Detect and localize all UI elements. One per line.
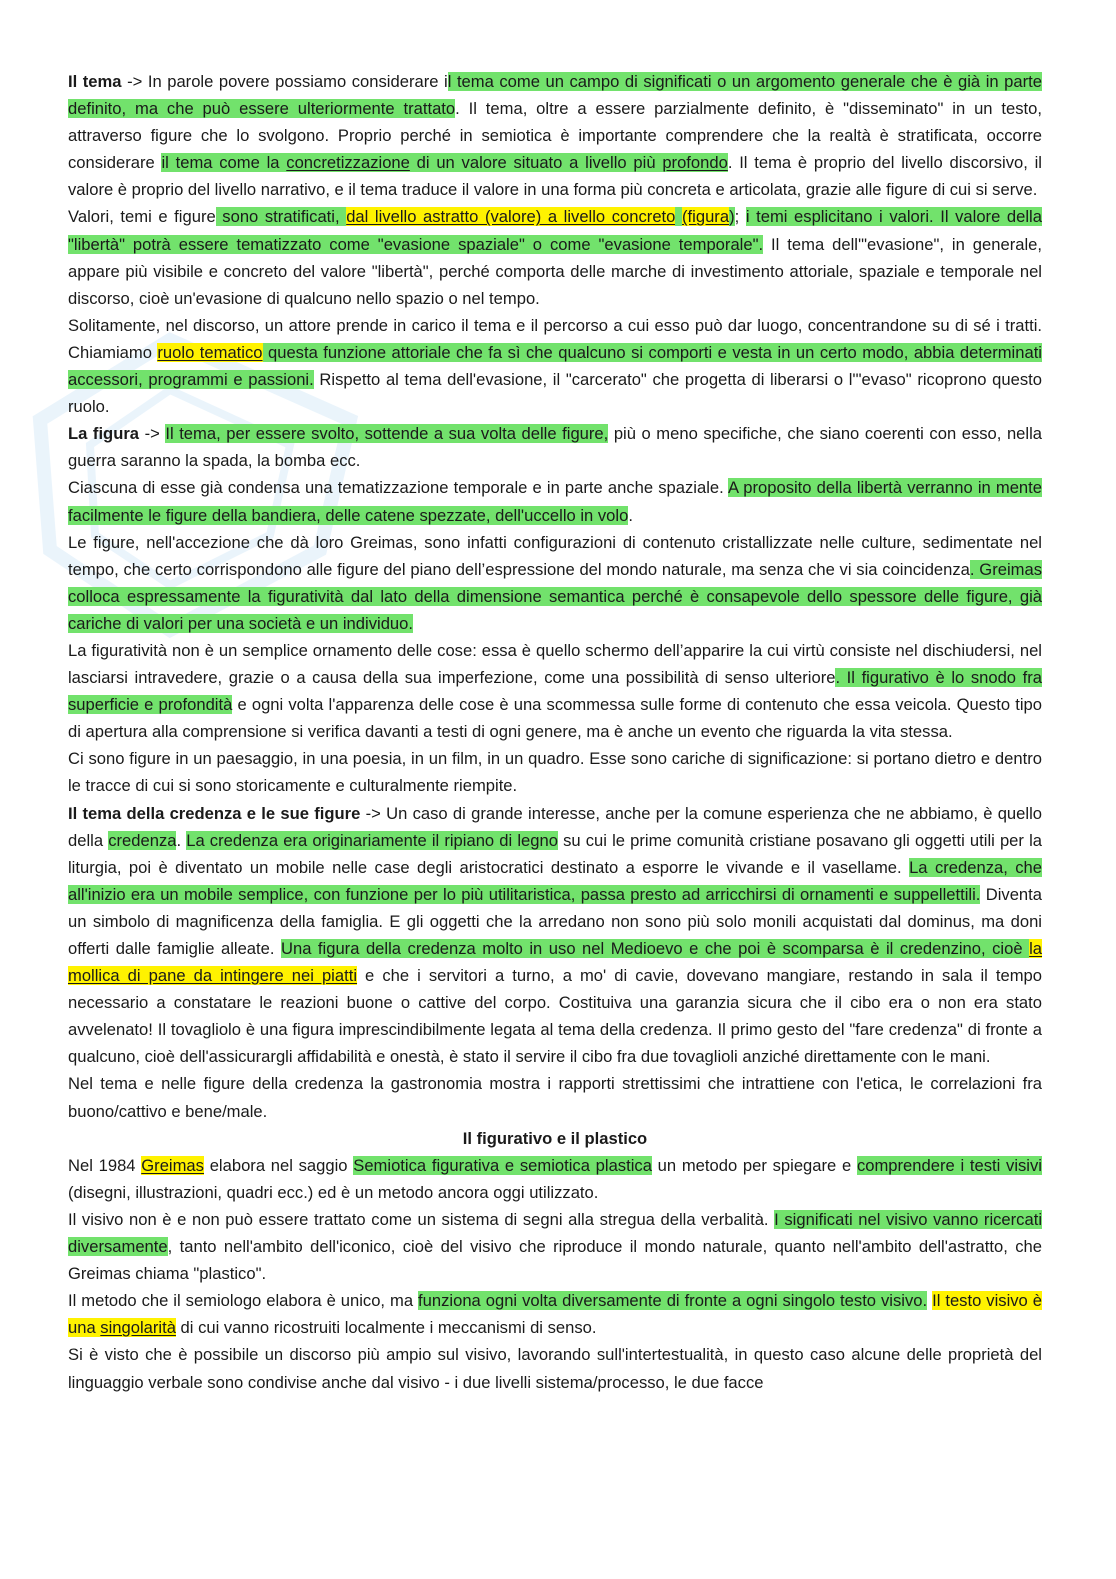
- highlight-green-segment: La credenza era originariamente il ripiano di legno: [186, 830, 558, 850]
- bold-label: Il tema della credenza e le sue figure: [68, 803, 361, 823]
- text-segment: La figuratività non è un semplice ornamento delle cose: essa è quello schermo dell’apparire la cui virtù consiste nel dischiudersi, nel lasciarsi intravedere, grazie o a causa della sua imperfezione, come una possibilità di senso ulteriore: [68, 640, 1042, 688]
- paragraph: [68, 1206, 1042, 1287]
- paragraph: [68, 1287, 1042, 1341]
- text-segment: Le figure, nell'accezione che dà loro Greimas, sono infatti configurazioni di contenuto cristallizzate nelle culture, sedimentate nel tempo, che certo corrispondono alle figure del piano dell’espressione del mondo naturale, ma senza che vi sia coincidenza: [68, 532, 1042, 579]
- text-segment: Il visivo non è e non può essere trattato come un sistema di segni alla stregua della verbalità.: [68, 1209, 775, 1229]
- paragraph: [68, 68, 1042, 203]
- highlight-green-segment: La credenza, che all'inizio era un mobile semplice, con funzione per lo più utilitaristica, passa presto ad arricchirsi di ornamenti e suppellettili.: [68, 857, 1043, 904]
- text-segment: e ogni volta l'apparenza delle cose è una scommessa sulle forme di contenuto che essa veicola. Questo tipo di apertura alla comprensione si verifica davanti a testi di ogni genere, ma è anche un evento che riguarda la vita stessa.: [68, 695, 1042, 742]
- text-segment: su cui le prime comunità cristiane posavano gli oggetti utili per la liturgia, poi è diventato un mobile nelle case degli aristocratici destinato a esporre le vivande e il vasellame.: [68, 830, 1042, 877]
- text-segment: Il metodo che il semiologo elabora è unico, ma: [68, 1291, 419, 1311]
- text-segment: .: [176, 830, 187, 850]
- highlight-green-segment: credenza: [108, 830, 177, 850]
- text-segment: , tanto nell'ambito dell'iconico, cioè del visivo che riproduce il mondo naturale, quanto nell'ambito dell'astratto, che Greimas chiama "plastico".: [68, 1237, 1042, 1284]
- text-segment: di cui vanno ricostruiti localmente i meccanismi di senso.: [175, 1318, 597, 1338]
- bold-label: Il figurativo e il plastico: [462, 1128, 648, 1148]
- highlight-green-segment: A proposito della libertà verranno in mente facilmente le figure della bandiera, delle catene spezzate, dell'uccello in volo: [68, 478, 1042, 525]
- highlight-yellow-segment: Il testo visivo è una: [68, 1291, 1042, 1338]
- paragraph: [68, 529, 1042, 637]
- paragraph: [68, 1152, 1042, 1206]
- text-segment: . Il tema è proprio del livello discorsivo, il valore è proprio del livello narrativo, e il tema traduce il valore in una forma più concreta e articolata, grazie alle figure di cui si serve.: [68, 153, 1042, 200]
- text-segment: . Il tema, oltre a essere parzialmente definito, è "disseminato" in un testo, attraverso figure che lo svolgono. Proprio perché in semiotica è importante comprendere che la realtà è stratificata, occorre considerare: [68, 99, 1042, 173]
- highlight-green-segment: Il tema, per essere svolto, sottende a sua volta delle figure,: [165, 424, 609, 444]
- section-heading: [68, 1125, 1042, 1152]
- highlight-yellow-segment: Greimas: [141, 1155, 204, 1175]
- highlight-green-segment: di un valore situato a livello più: [409, 153, 663, 173]
- paragraph: [68, 1070, 1042, 1124]
- highlight-green-segment: l tema come un campo di significati o un argomento generale che è già in parte definito, ma che può essere ulteriormente trattato: [68, 72, 1042, 119]
- text-segment: elabora nel saggio: [203, 1155, 354, 1175]
- text-segment: un metodo per spiegare e: [651, 1155, 857, 1175]
- text-segment: Valori, temi e figure: [68, 207, 216, 227]
- highlight-green-segment: funziona ogni volta diversamente di fronte a ogni singolo testo visivo.: [418, 1291, 928, 1311]
- text-segment: e che i servitori a turno, a mo' di cavie, dovevano mangiare, restando in sala il tempo necessario a constatare le reazioni buone o cattive del corpo. Costituiva una garanzia sicura che il cibo era o non era stato avvelenato! Il tovagliolo è una figura imprescindibilmente legata al tema della credenza. Il primo gesto del "fare credenza" di fronte a qualcuno, cioè dell'assicurargli affidabilità e onestà, è stato il servire il cibo fra due tovaglioli anziché direttamente con le mani.: [68, 966, 1042, 1067]
- highlight-green-segment: . Il figurativo è lo snodo fra superficie e profondità: [68, 668, 1042, 715]
- highlight-green-segment: I significati nel visivo vanno ricercati diversamente: [68, 1209, 1043, 1257]
- text-segment: ;: [734, 207, 746, 227]
- paragraph: [68, 420, 1042, 474]
- highlight-yellow-segment: ruolo tematico: [157, 342, 263, 362]
- highlight-green-segment: comprendere i testi visivi: [856, 1155, 1042, 1175]
- highlight-green-segment: il tema come la: [161, 153, 287, 173]
- text-segment: -> In parole povere possiamo considerare i: [121, 72, 448, 91]
- highlight-green-segment: concretizzazione: [286, 153, 410, 173]
- highlight-yellow-segment: (figura: [682, 207, 730, 227]
- text-segment: Rispetto al tema dell'evasione, il "carcerato" che progetta di liberarsi o l'"evaso" ricoprono questo ruolo.: [68, 370, 1042, 417]
- highlight-green-segment: profondo: [662, 153, 728, 173]
- text-segment: Nel 1984: [68, 1155, 142, 1175]
- paragraph: [68, 203, 1042, 311]
- highlight-yellow-segment: singolarità: [100, 1318, 176, 1338]
- text-segment: (disegni, illustrazioni, quadri ecc.) ed è un metodo ancora oggi utilizzato.: [68, 1182, 599, 1202]
- highlight-green-segment: sono stratificati,: [215, 207, 347, 227]
- text-segment: Ciascuna di esse già condensa una tematizzazione temporale e in parte anche spaziale.: [68, 478, 728, 498]
- text-segment: .: [628, 505, 633, 525]
- highlight-yellow-segment: la mollica di pane da intingere nei piatti: [68, 939, 1043, 986]
- text-segment: Il tema dell'"evasione", in generale, appare più visibile e concreto del valore "libertà", perché comporta delle marche di investimento attoriale, spaziale e temporale nel discorso, cioè un'evasione di qualcuno nello spazio o nel tempo.: [68, 234, 1042, 308]
- highlight-yellow-segment: dal livello astratto (valore) a livello concreto: [346, 207, 676, 227]
- highlight-green-segment: ): [729, 207, 735, 227]
- text-segment: Diventa un simbolo di magnificenza della famiglia. E gli oggetti che la arredano non sono più solo monili acquistati dal dominus, ma doni offerti dalle famiglie alleate.: [68, 884, 1043, 958]
- highlight-green-segment: questa funzione attoriale che fa sì che qualcuno si comporti e vesta in un certo modo, abbia determinati accessori, programmi e passioni.: [68, 342, 1042, 390]
- text-segment: Solitamente, nel discorso, un attore prende in carico il tema e il percorso a cui esso può dar luogo, concentrandone su di sé i tratti. Chiamiamo: [68, 315, 1042, 362]
- paragraph: [68, 637, 1042, 745]
- highlight-green-segment: i temi esplicitano i valori. Il valore della "libertà" potrà essere tematizzato come "evasione spaziale" o come "evasione temporale".: [68, 207, 1042, 254]
- highlight-green-segment: . Greimas colloca espressamente la figuratività dal lato della dimensione semantica perché è consapevole dello spessore delle figure, già cariche di valori per una società e un individuo.: [68, 559, 1042, 633]
- paragraph: [68, 1341, 1042, 1395]
- text-segment: Si è visto che è possibile un discorso più ampio sul visivo, lavorando sull'intertestualità, in questo caso alcune delle proprietà del linguaggio verbale sono condivise anche dal visivo - i due livelli sistema/processo, le due facce: [68, 1345, 1042, 1392]
- paragraph: [68, 474, 1042, 528]
- bold-label: Il tema: [68, 72, 122, 91]
- highlight-green-segment: Una figura della credenza molto in uso nel Medioevo e che poi è scomparsa è il credenzino, cioè: [280, 939, 1030, 958]
- paragraph: [68, 800, 1042, 1071]
- highlight-green-segment: Semiotica figurativa e semiotica plastica: [353, 1155, 652, 1175]
- text-segment: Ci sono figure in un paesaggio, in una poesia, in un film, in un quadro. Esse sono cariche di significazione: si portano dietro e dentro le tracce di cui si sono storicamente e culturalmente riempite.: [68, 749, 1042, 796]
- text-segment: Nel tema e nelle figure della credenza la gastronomia mostra i rapporti strettissimi che intrattiene con l'etica, le correlazioni fra buono/cattivo e bene/male.: [68, 1074, 1042, 1121]
- text-segment: più o meno specifiche, che siano coerenti con esso, nella guerra saranno la spada, la bomba ecc.: [68, 424, 1042, 471]
- text-segment: ->: [139, 424, 166, 444]
- document-body: [68, 68, 1042, 1396]
- text-segment: -> Un caso di grande interesse, anche per la comune esperienza che ne abbiamo, è quello della: [68, 803, 1042, 850]
- bold-label: La figura: [68, 424, 140, 444]
- paragraph: [68, 312, 1042, 420]
- paragraph: [68, 745, 1042, 799]
